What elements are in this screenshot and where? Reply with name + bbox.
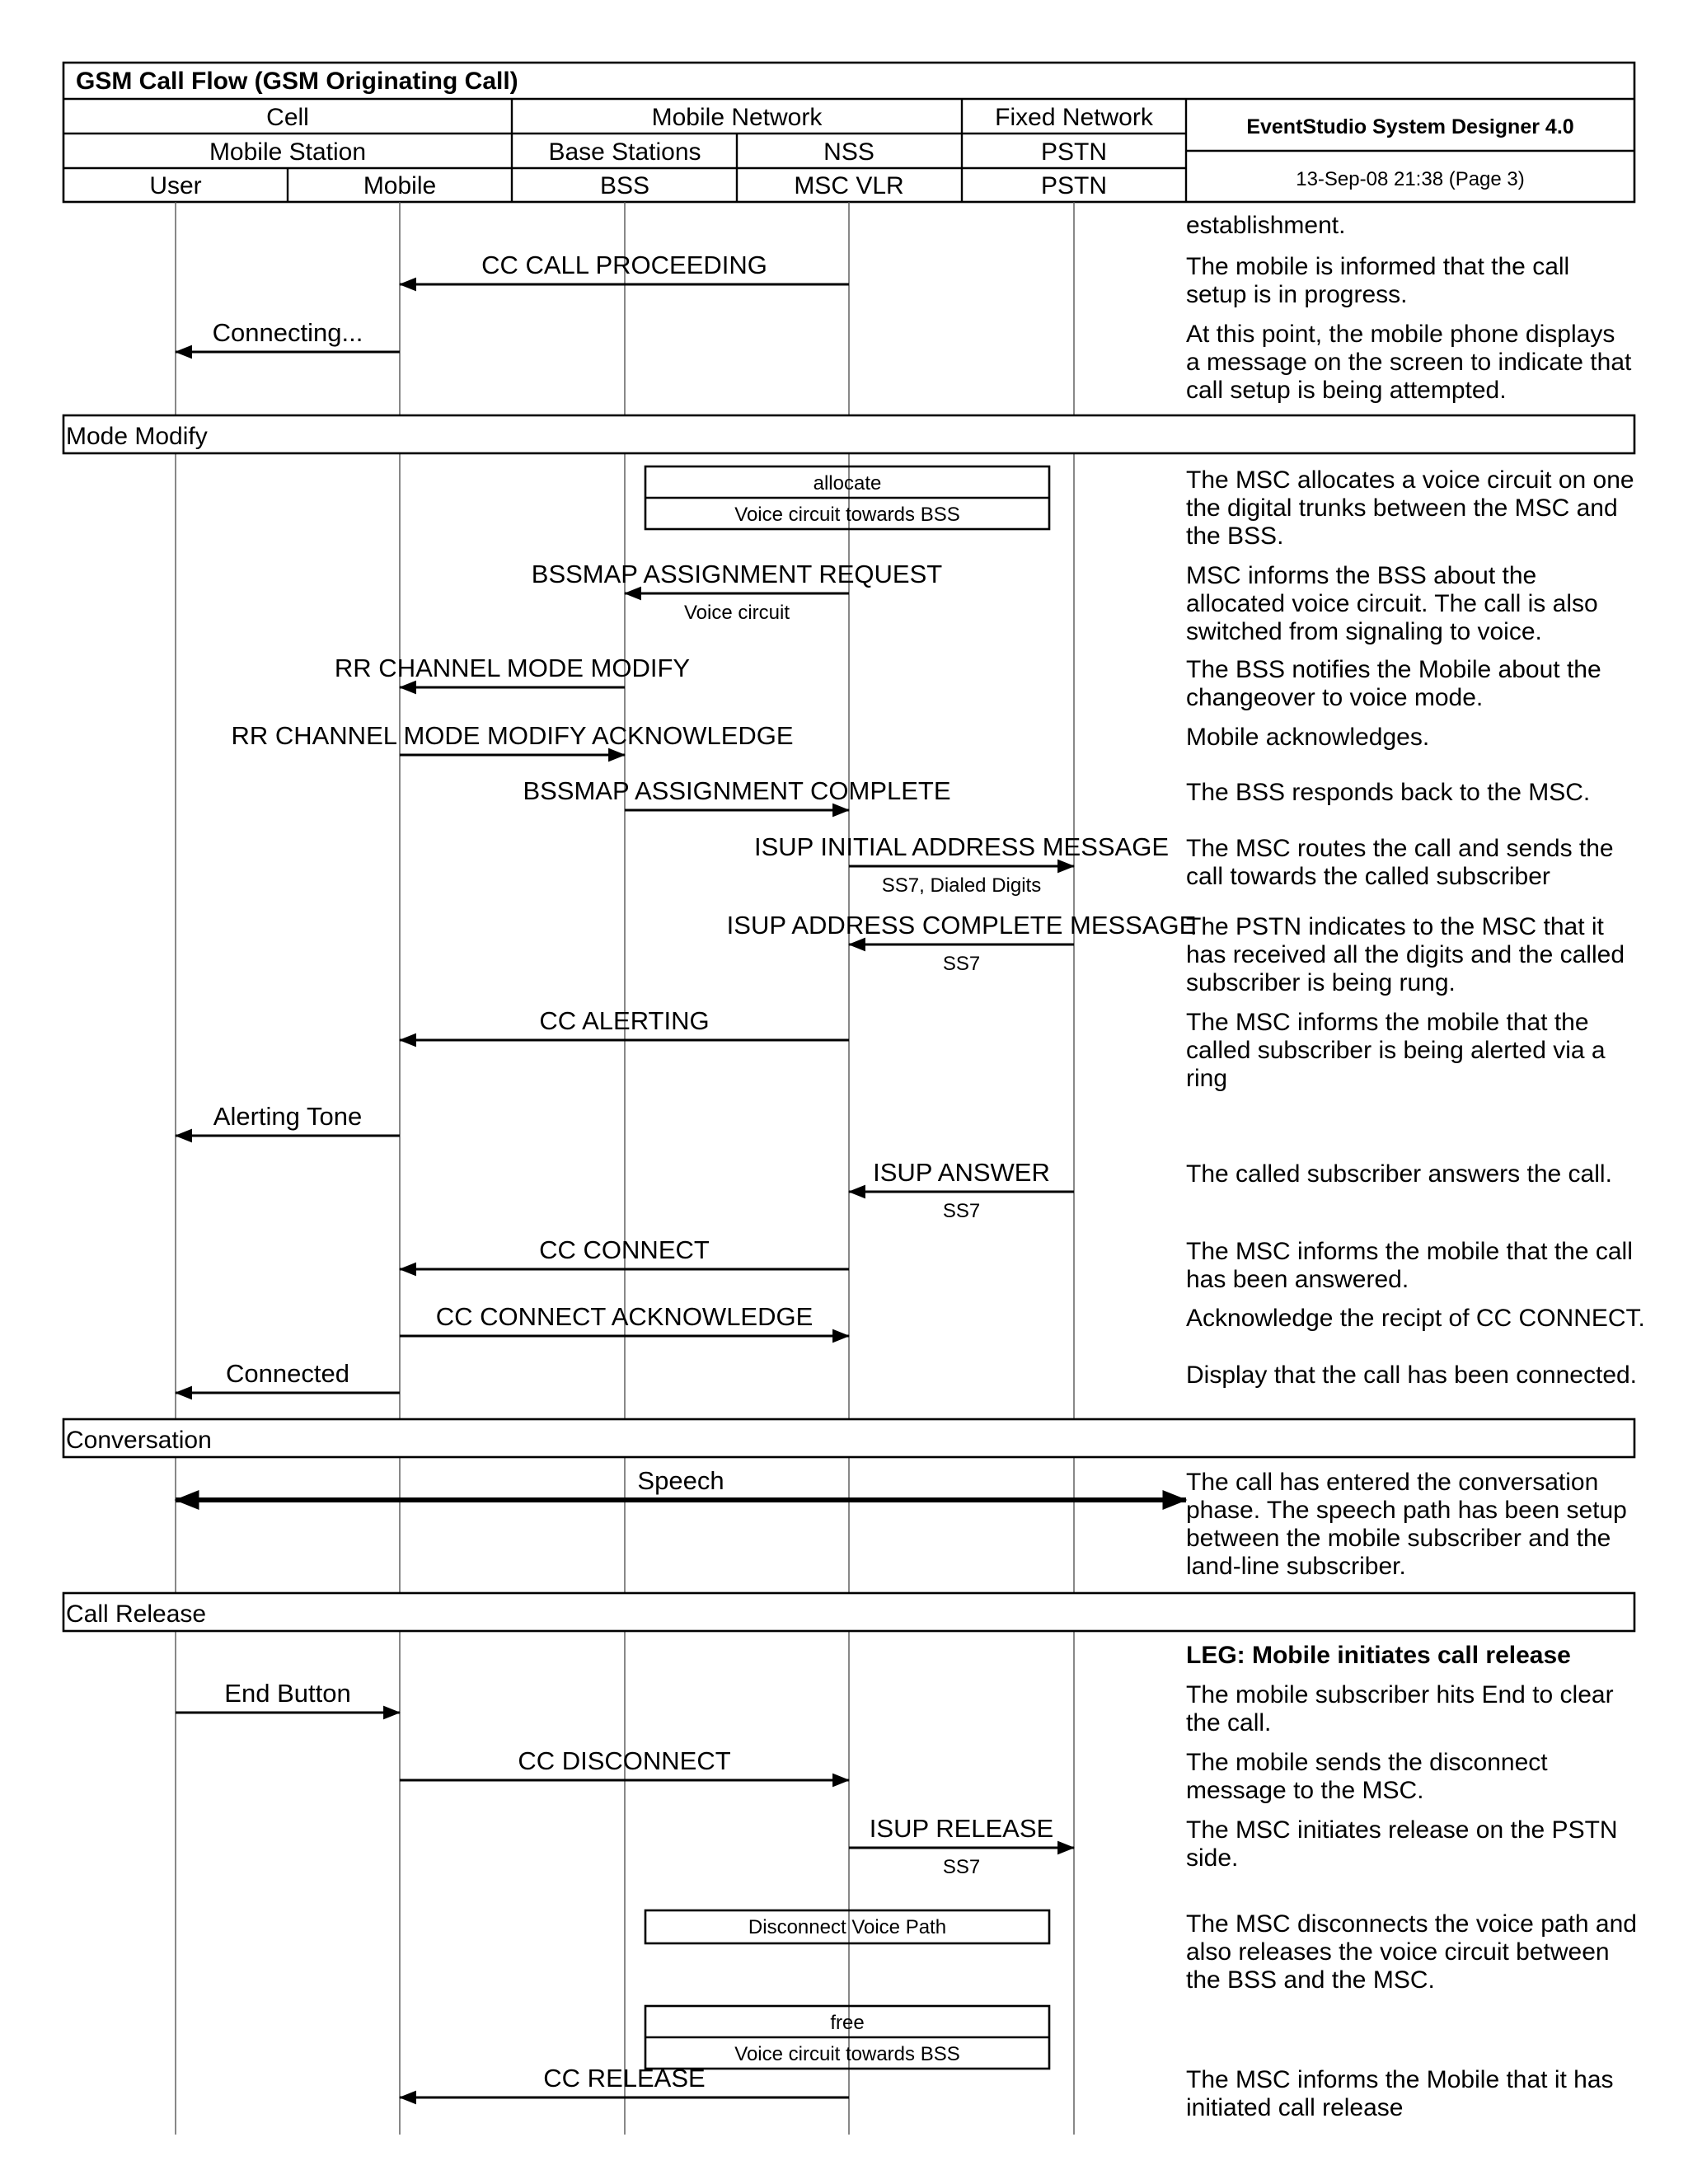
remark: The BSS notifies the Mobile about the changeover to voice mode. — [1186, 656, 1601, 711]
remark: The MSC informs the Mobile that it has initiated call release — [1186, 2066, 1614, 2121]
action-title: free — [830, 2012, 865, 2034]
remark: At this point, the mobile phone displays a message on the screen to indicate that call setup is being attempted. — [1186, 321, 1632, 404]
message — [849, 1814, 1074, 1878]
header-entity-pstn: PSTN — [1040, 172, 1108, 199]
remark: MSC informs the BSS about the allocated voice circuit. The call is also switched from signaling to voice. — [1186, 562, 1598, 645]
remark: The MSC informs the mobile that the call has been answered. — [1186, 1238, 1633, 1293]
section-title: Mode Modify — [66, 423, 208, 450]
message-label: Alerting Tone — [213, 1102, 363, 1131]
notes — [1186, 212, 1645, 2121]
message — [400, 251, 849, 284]
message-label: CC ALERTING — [539, 1006, 710, 1035]
remark: The MSC initiates release on the PSTN side. — [1186, 1816, 1618, 1872]
header-subgroup-base-stations: Base Stations — [548, 138, 701, 166]
remark: The MSC disconnects the voice path and also releases the voice circuit between the BSS and the MSC. — [1186, 1910, 1637, 1994]
remark: The mobile is informed that the call setup is in progress. — [1186, 253, 1570, 308]
message-label: RR CHANNEL MODE MODIFY — [334, 654, 691, 682]
remark: The MSC routes the call and sends the call towards the called subscriber — [1186, 835, 1614, 890]
header-subgroup-nss: NSS — [823, 138, 874, 166]
message-label: CC DISCONNECT — [518, 1746, 731, 1775]
header-table — [63, 63, 1634, 202]
message — [335, 654, 690, 687]
remark: The PSTN indicates to the MSC that it has received all the digits and the called subscriber is being rung. — [1186, 913, 1625, 996]
remark: The called subscriber answers the call. — [1186, 1160, 1612, 1188]
message — [176, 1359, 400, 1393]
action-box — [645, 466, 1049, 529]
message-label: Speech — [637, 1466, 724, 1495]
diagram-title: GSM Call Flow (GSM Originating Call) — [76, 68, 518, 95]
message-param: SS7 — [942, 1200, 981, 1222]
message — [400, 1235, 849, 1269]
header-subgroup-pstn: PSTN — [1040, 138, 1108, 166]
remark: Acknowledge the recipt of CC CONNECT. — [1186, 1305, 1645, 1332]
section-bar — [63, 1419, 1634, 1457]
header-group-mobile-network: Mobile Network — [651, 104, 823, 131]
section-frame — [63, 1419, 1634, 1457]
message — [400, 1302, 849, 1336]
message — [523, 776, 950, 810]
message — [231, 721, 793, 755]
action-box — [645, 1910, 1049, 1943]
message-label: CC RELEASE — [543, 2064, 706, 2093]
header-entity-bss: BSS — [599, 172, 650, 199]
date-page: 13-Sep-08 21:38 (Page 3) — [1296, 168, 1525, 190]
message-param: SS7, Dialed Digits — [881, 874, 1042, 897]
message — [849, 1158, 1074, 1222]
message-label: ISUP INITIAL ADDRESS MESSAGE — [753, 832, 1170, 861]
tool-name: EventStudio System Designer 4.0 — [1246, 115, 1574, 138]
intro-note: establishment. — [1186, 212, 1346, 239]
message-param: SS7 — [942, 953, 981, 975]
section-bar — [63, 1593, 1634, 1631]
message-label: End Button — [224, 1679, 351, 1708]
message-label: BSSMAP ASSIGNMENT REQUEST — [531, 560, 943, 588]
message-label: CC CALL PROCEEDING — [481, 251, 767, 279]
message-label: BSSMAP ASSIGNMENT COMPLETE — [523, 776, 951, 805]
header-entity-user: User — [149, 172, 202, 199]
section-title: Call Release — [66, 1601, 207, 1628]
message — [532, 560, 942, 624]
remark: The MSC allocates a voice circuit on one the digital trunks between the MSC and the BSS. — [1186, 466, 1634, 550]
message — [176, 318, 400, 352]
message-label: ISUP ANSWER — [873, 1158, 1050, 1187]
messages — [176, 251, 1196, 2097]
action-box — [645, 2006, 1049, 2069]
header-subgroup-mobile-station: Mobile Station — [209, 138, 367, 166]
action-detail: Voice circuit towards BSS — [734, 2043, 960, 2065]
header-entity-mobile: Mobile — [363, 172, 437, 199]
message-param: SS7 — [942, 1856, 981, 1878]
message-label: CC CONNECT — [539, 1235, 710, 1264]
message — [754, 832, 1169, 897]
section-frame — [63, 1593, 1634, 1631]
action-title: Disconnect Voice Path — [748, 1916, 947, 1938]
message-label: Connected — [226, 1359, 349, 1388]
section-bar — [63, 415, 1634, 453]
action-title: allocate — [813, 472, 882, 494]
action-detail: Voice circuit towards BSS — [734, 504, 960, 526]
header-group-fixed-network: Fixed Network — [995, 104, 1153, 131]
message — [176, 1679, 400, 1713]
header-entity-msc-vlr: MSC VLR — [794, 172, 904, 199]
message-param: Voice circuit — [683, 602, 790, 624]
message-label: ISUP ADDRESS COMPLETE MESSAGE — [726, 911, 1197, 940]
message-label: Connecting... — [212, 318, 363, 347]
message — [176, 1102, 400, 1136]
header-group-cell: Cell — [266, 104, 309, 131]
section-frame — [63, 415, 1634, 453]
remark: Mobile acknowledges. — [1186, 724, 1430, 751]
message — [176, 1466, 1186, 1500]
remark: The call has entered the conversation phase. The speech path has been setup between the mobile subscriber and the land-line subscriber. — [1186, 1469, 1627, 1580]
message-label: CC CONNECT ACKNOWLEDGE — [435, 1302, 814, 1331]
message — [400, 1746, 849, 1780]
message-label: ISUP RELEASE — [869, 1814, 1054, 1843]
remark: The mobile subscriber hits End to clear the call. — [1186, 1681, 1614, 1736]
message — [400, 1006, 849, 1040]
remark: The mobile sends the disconnect message to the MSC. — [1186, 1749, 1548, 1804]
remark: Display that the call has been connected. — [1186, 1361, 1638, 1389]
section-title: Conversation — [66, 1427, 212, 1454]
message — [727, 911, 1197, 975]
leg-heading: LEG: Mobile initiates call release — [1186, 1642, 1571, 1669]
remark: The BSS responds back to the MSC. — [1186, 779, 1591, 806]
message-label: RR CHANNEL MODE MODIFY ACKNOWLEDGE — [231, 721, 794, 750]
remark: The MSC informs the mobile that the called subscriber is being alerted via a ring — [1186, 1009, 1606, 1092]
